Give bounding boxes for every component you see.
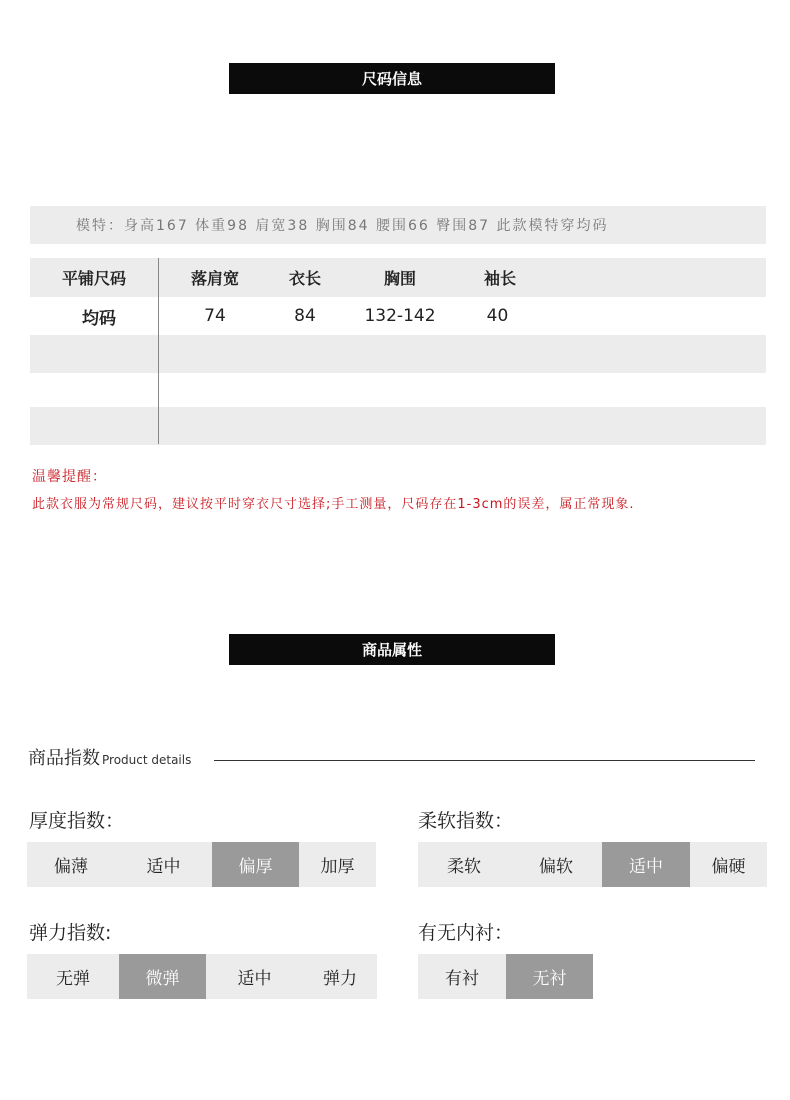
thickness-option: 加厚 — [320, 857, 355, 877]
cell-size: 均码 — [82, 308, 116, 329]
thickness-options — [27, 842, 376, 887]
elasticity-options — [27, 954, 377, 999]
details-heading — [28, 744, 191, 770]
elasticity-option: 无弹 — [56, 969, 90, 989]
thickness-title: 厚度指数： — [29, 810, 125, 832]
softness-options — [418, 842, 767, 887]
header-shoulder: 落肩宽 — [190, 269, 239, 288]
reminder-title: 温馨提醒： — [32, 469, 107, 485]
table-header-row — [30, 258, 766, 297]
header-chest: 胸围 — [383, 269, 416, 288]
elasticity-option: 弹力 — [323, 969, 357, 989]
header-sleeve: 袖长 — [483, 269, 516, 288]
header-size: 平铺尺码 — [61, 269, 126, 288]
cell-chest: 132-142 — [364, 306, 436, 326]
details-title-en: Product details — [102, 753, 192, 767]
thickness-option-selected: 偏厚 — [212, 842, 299, 887]
table-row — [30, 297, 766, 335]
size-info-banner: 尺码信息 — [229, 63, 555, 94]
cell-sleeve: 40 — [486, 306, 509, 326]
model-measurements: 模特：身高167 体重98 肩宽38 胸围84 腰围66 臀围87 此款模特穿均码 — [30, 206, 766, 244]
elasticity-title: 弹力指数: — [29, 922, 112, 944]
table-row-empty — [30, 407, 766, 445]
elasticity-option: 适中 — [237, 969, 272, 989]
header-length: 衣长 — [288, 269, 321, 288]
product-attr-banner: 商品属性 — [229, 634, 555, 665]
reminder-text: 此款衣服为常规尺码，建议按平时穿衣尺寸选择;手工测量，尺码存在1-3cm的误差，属正常现象. — [32, 497, 635, 512]
cell-length: 84 — [294, 306, 316, 326]
softness-option: 柔软 — [447, 857, 481, 877]
table-divider — [158, 258, 159, 444]
thickness-option: 适中 — [146, 857, 181, 877]
size-table — [30, 258, 766, 445]
table-row-empty — [30, 373, 766, 407]
softness-title: 柔软指数： — [418, 810, 514, 832]
lining-option: 有衬 — [445, 969, 479, 989]
table-row-empty — [30, 335, 766, 373]
details-title-cn: 商品指数 — [28, 748, 100, 769]
details-divider — [214, 760, 755, 761]
lining-title: 有无内衬： — [418, 922, 514, 944]
lining-options — [418, 954, 593, 999]
thickness-option: 偏薄 — [54, 857, 88, 877]
softness-option: 偏软 — [539, 857, 573, 877]
lining-option-selected: 无衬 — [506, 954, 593, 999]
elasticity-option-selected: 微弹 — [119, 954, 206, 999]
softness-option-selected: 适中 — [602, 842, 690, 887]
cell-shoulder: 74 — [204, 306, 226, 326]
softness-option: 偏硬 — [711, 857, 746, 877]
